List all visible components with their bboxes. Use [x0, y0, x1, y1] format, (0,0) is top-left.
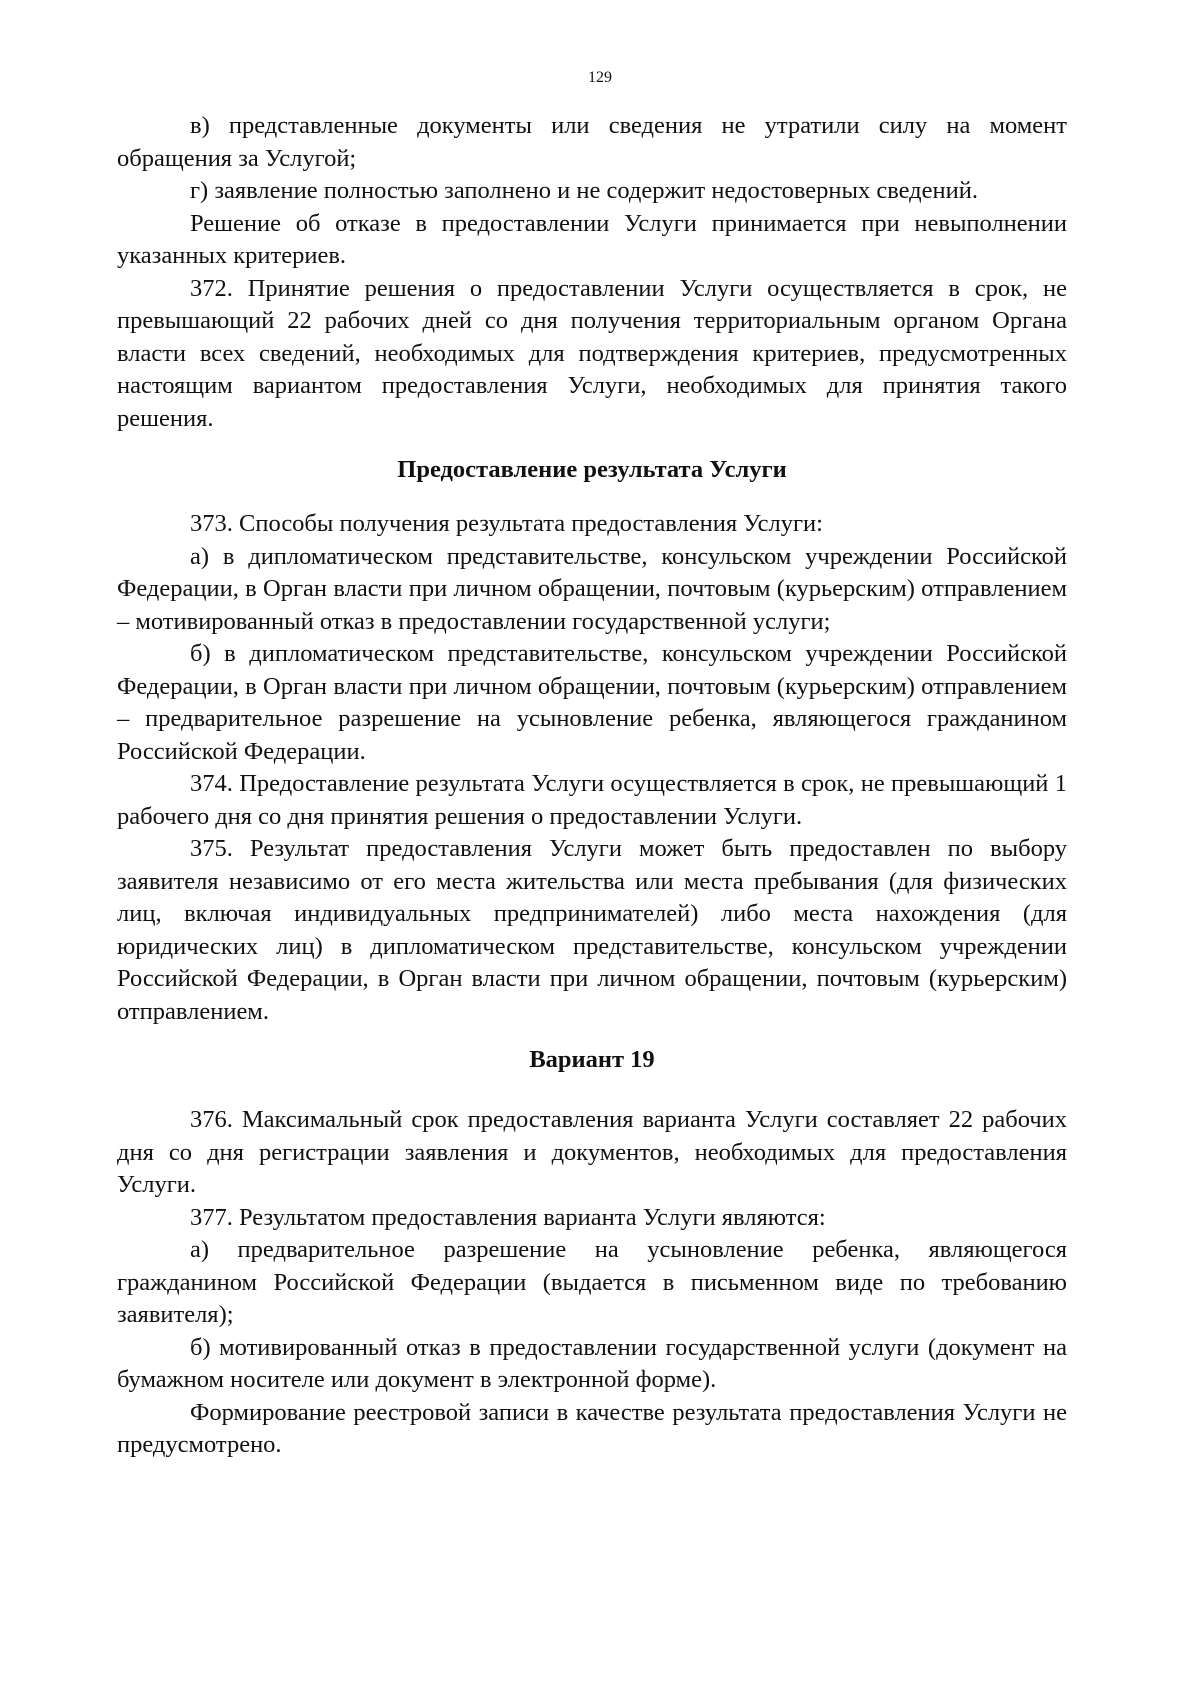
paragraph: г) заявление полностью заполнено и не содержит недостоверных сведений.: [190, 177, 978, 204]
paragraph: 372. Принятие решения о предоставлении Услуги осуществляется в срок, не превышающий 22 рабочих дней со дня получения территориальным органом Органа власти всех сведений, необходимых для подтверждения критериев, предусмотренных настоящим вариантом предоставления Услуги, необходимых для принятия такого решения.: [117, 274, 1067, 432]
paragraph: Решение об отказе в предоставлении Услуги принимается при невыполнении указанных критериев.: [117, 209, 1067, 269]
page-number: 129: [588, 69, 612, 86]
paragraph: а) предварительное разрешение на усыновление ребенка, являющегося гражданином Российской Федерации (выдается в письменном виде по требованию заявителя);: [117, 1236, 1067, 1328]
section-heading-block-2: [117, 1044, 1067, 1076]
text-block-1: [117, 110, 1067, 435]
text-block-2: [117, 508, 1067, 1028]
section-heading-block-1: [117, 454, 1067, 486]
paragraph: 377. Результатом предоставления варианта Услуги являются:: [190, 1203, 826, 1231]
paragraph: 374. Предоставление результата Услуги осуществляется в срок, не превышающий 1 рабочего дня со дня принятия решения о предоставлении Услуги.: [117, 770, 1067, 830]
paragraph: 375. Результат предоставления Услуги может быть предоставлен по выбору заявителя независимо от его места жительства или места пребывания (для физических лиц, включая индивидуальных предпринимателей) либо места нахождения (для юридических лиц) в дипломатическом представительстве, консульском учреждении Российской Федерации, в Орган власти при личном обращении, почтовым (курьерским) отправлением.: [117, 835, 1067, 1025]
paragraph: Формирование реестровой записи в качестве результата предоставления Услуги не предусмотрено.: [117, 1398, 1067, 1458]
paragraph: а) в дипломатическом представительстве, консульском учреждении Российской Федерации, в Орган власти при личном обращении, почтовым (курьерским) отправлением – мотивированный отказ в предоставлении государственной услуги;: [117, 542, 1067, 635]
paragraph: 373. Способы получения результата предоставления Услуги:: [190, 510, 823, 537]
paragraph: б) в дипломатическом представительстве, консульском учреждении Российской Федерации, в Орган власти при личном обращении, почтовым (курьерским) отправлением – предварительное разрешение на усыновление ребенка, являющегося гражданином Российской Федерации.: [117, 640, 1067, 765]
section-heading: Вариант 19: [529, 1046, 655, 1073]
paragraph: в) представленные документы или сведения не утратили силу на момент обращения за Услугой;: [117, 112, 1067, 172]
text-block-3: [117, 1104, 1067, 1462]
paragraph: 376. Максимальный срок предоставления варианта Услуги составляет 22 рабочих дня со дня регистрации заявления и документов, необходимых для предоставления Услуги.: [117, 1106, 1067, 1198]
section-heading: Предоставление результата Услуги: [397, 456, 787, 483]
paragraph: б) мотивированный отказ в предоставлении государственной услуги (документ на бумажном носителе или документ в электронной форме).: [117, 1333, 1067, 1393]
